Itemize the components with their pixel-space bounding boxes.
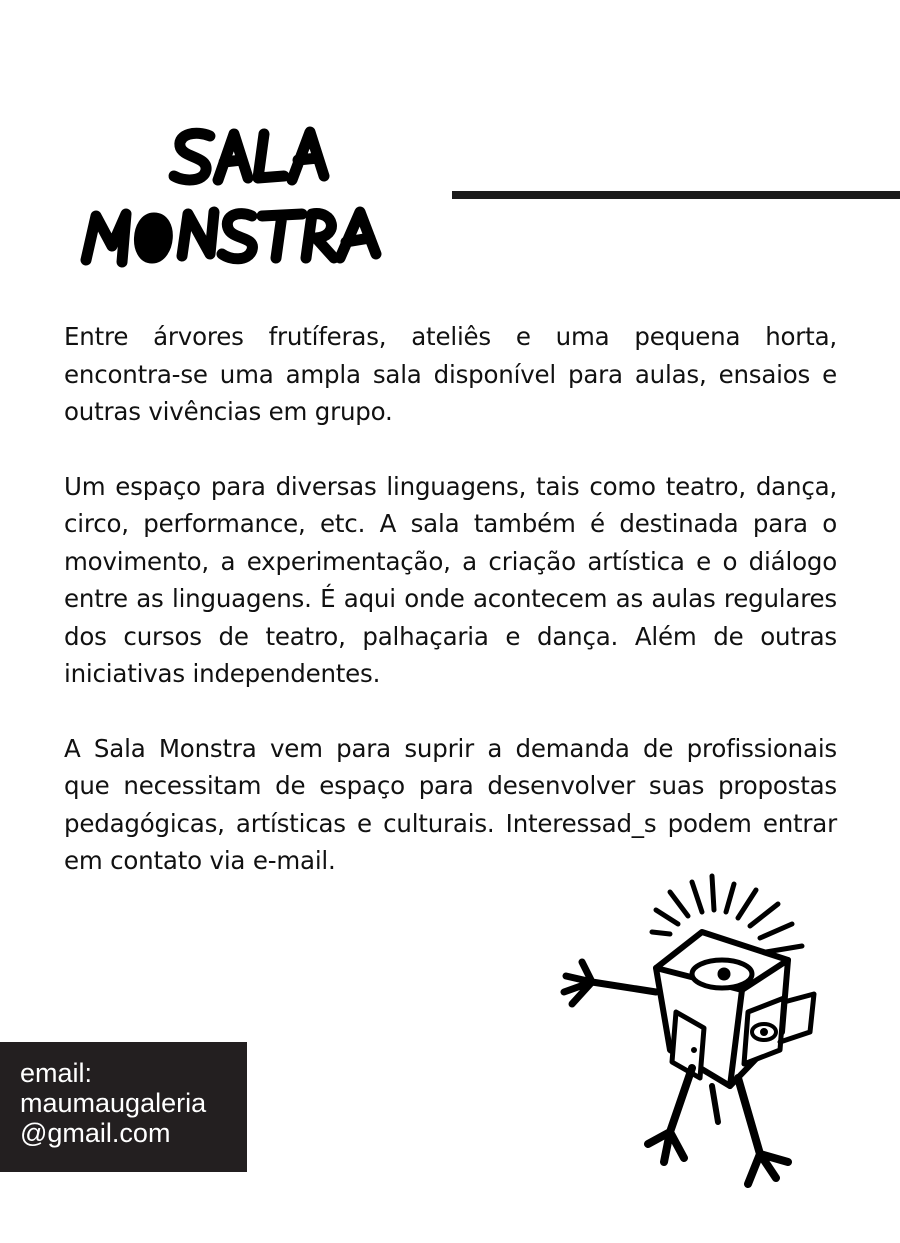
- email-address-line2[interactable]: @gmail.com: [20, 1118, 171, 1148]
- sala-monstra-logo: [78, 118, 398, 278]
- paragraph-languages: Um espaço para diversas linguagens, tais como teatro, dança, circo, performance, etc. A sala também é destinada para o movimento, a experimentação, a criação artística e o diálogo entre as linguagens. É aqui onde acontecem as aulas regulares dos cursos de teatro, palhaçaria e dança. Além de outras iniciativas independentes.: [64, 471, 837, 688]
- header-divider-line: [452, 191, 900, 199]
- email-label: email:: [20, 1058, 93, 1088]
- email-address-line1[interactable]: maumaugaleria: [20, 1088, 207, 1118]
- paragraph-contact: A Sala Monstra vem para suprir a demanda de profissionais que necessitam de espaço para desenvolver suas propostas pedagógicas, artísticas e culturais. Interessad_s podem entrar em contato via e-mail.: [64, 733, 837, 875]
- paragraph-intro: Entre árvores frutíferas, ateliês e uma pequena horta, encontra-se uma ampla sala disponível para aulas, ensaios e outras vivências em grupo.: [64, 322, 837, 426]
- description-text: [64, 318, 837, 917]
- monster-illustration-icon: [552, 872, 832, 1212]
- email-contact-box: [0, 1042, 247, 1172]
